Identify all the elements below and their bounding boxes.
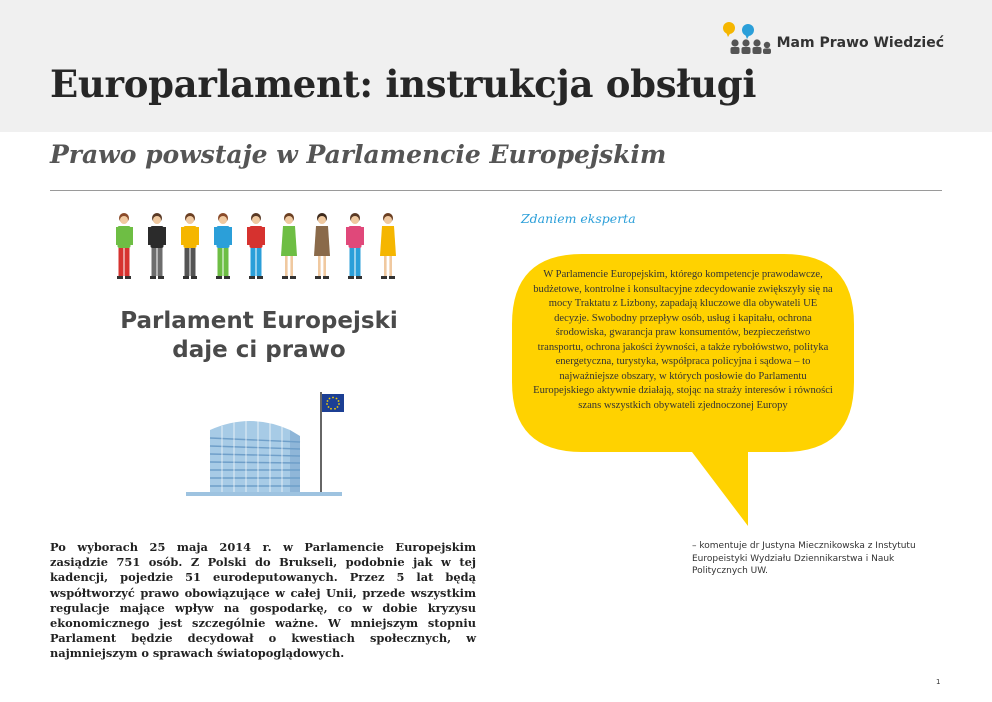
header-band — [0, 0, 992, 132]
person-icon — [247, 213, 265, 279]
article-body: Po wyborach 25 maja 2014 r. w Parlamencie Europejskim zasiądzie 751 osób. Z Polski do Brukseli, podobnie jak w tej kadencji, pojedzie 51 eurodeputowanych. Przez 5 lat będą współtworzyć prawo obowiązujące w całej Unii, przede wszystkim regulacje mające wpływ na gospodarkę, co w dobie kryzysu ekonomicznego jest szczególnie ważne. W mniejszym stopniu Parlament będzie decydował o kwestiach społecznych, w najmniejszym o sprawach światopoglądowych. — [50, 540, 476, 661]
brand-logo-icon — [719, 20, 773, 54]
person-icon — [116, 213, 133, 279]
person-icon — [281, 213, 297, 279]
parliament-building-icon — [182, 386, 346, 502]
person-icon — [214, 213, 232, 279]
page-subtitle: Prawo powstaje w Parlamencie Europejskim — [50, 140, 667, 169]
eu-flag-icon — [320, 392, 344, 496]
expert-label: Zdaniem eksperta — [521, 211, 636, 226]
person-icon — [181, 213, 199, 279]
person-icon — [148, 213, 166, 279]
expert-quote: W Parlamencie Europejskim, którego kompetencje prawodawcze, budżetowe, kontrolne i konsultacyjne zdecydowanie zwiększyły się na mocy Traktatu z Lizbony, zapadają kluczowe dla obywateli UE decyzje. Swobodny przepływ osób, usług i kapitału, ochrona środowiska, gwarancja praw konsumentów, bezpieczeństwo transportu, ochrona jakości żywności, a także rybołówstwo, polityka energetyczna, turystyka, współpraca policyjna i sądowa – to najważniejsze obszary, w których posłowie do Parlamentu Europejskiego aktywnie działają, stojąc na straży interesów i równości szans wszystkich obywateli zjednoczonej Europy — [533, 269, 833, 411]
person-icon — [380, 213, 396, 279]
page-number: 1 — [936, 678, 941, 686]
person-icon — [314, 213, 330, 279]
person-icon — [346, 213, 364, 279]
expert-attribution: – komentuje dr Justyna Miecznikowska z Instytutu Europeistyki Wydziału Dziennikarstwa i Nauk Politycznych UW. — [692, 541, 916, 576]
slogan — [100, 307, 418, 365]
brand-name: Mam Prawo Wiedzieć — [776, 35, 944, 51]
brand[interactable] — [719, 18, 944, 54]
people-illustration — [116, 212, 406, 280]
slogan-line-2: daje ci prawo — [172, 337, 346, 363]
divider — [50, 190, 942, 191]
slogan-line-1: Parlament Europejski — [120, 308, 398, 334]
page-title: Europarlament: instrukcja obsługi — [50, 62, 757, 106]
